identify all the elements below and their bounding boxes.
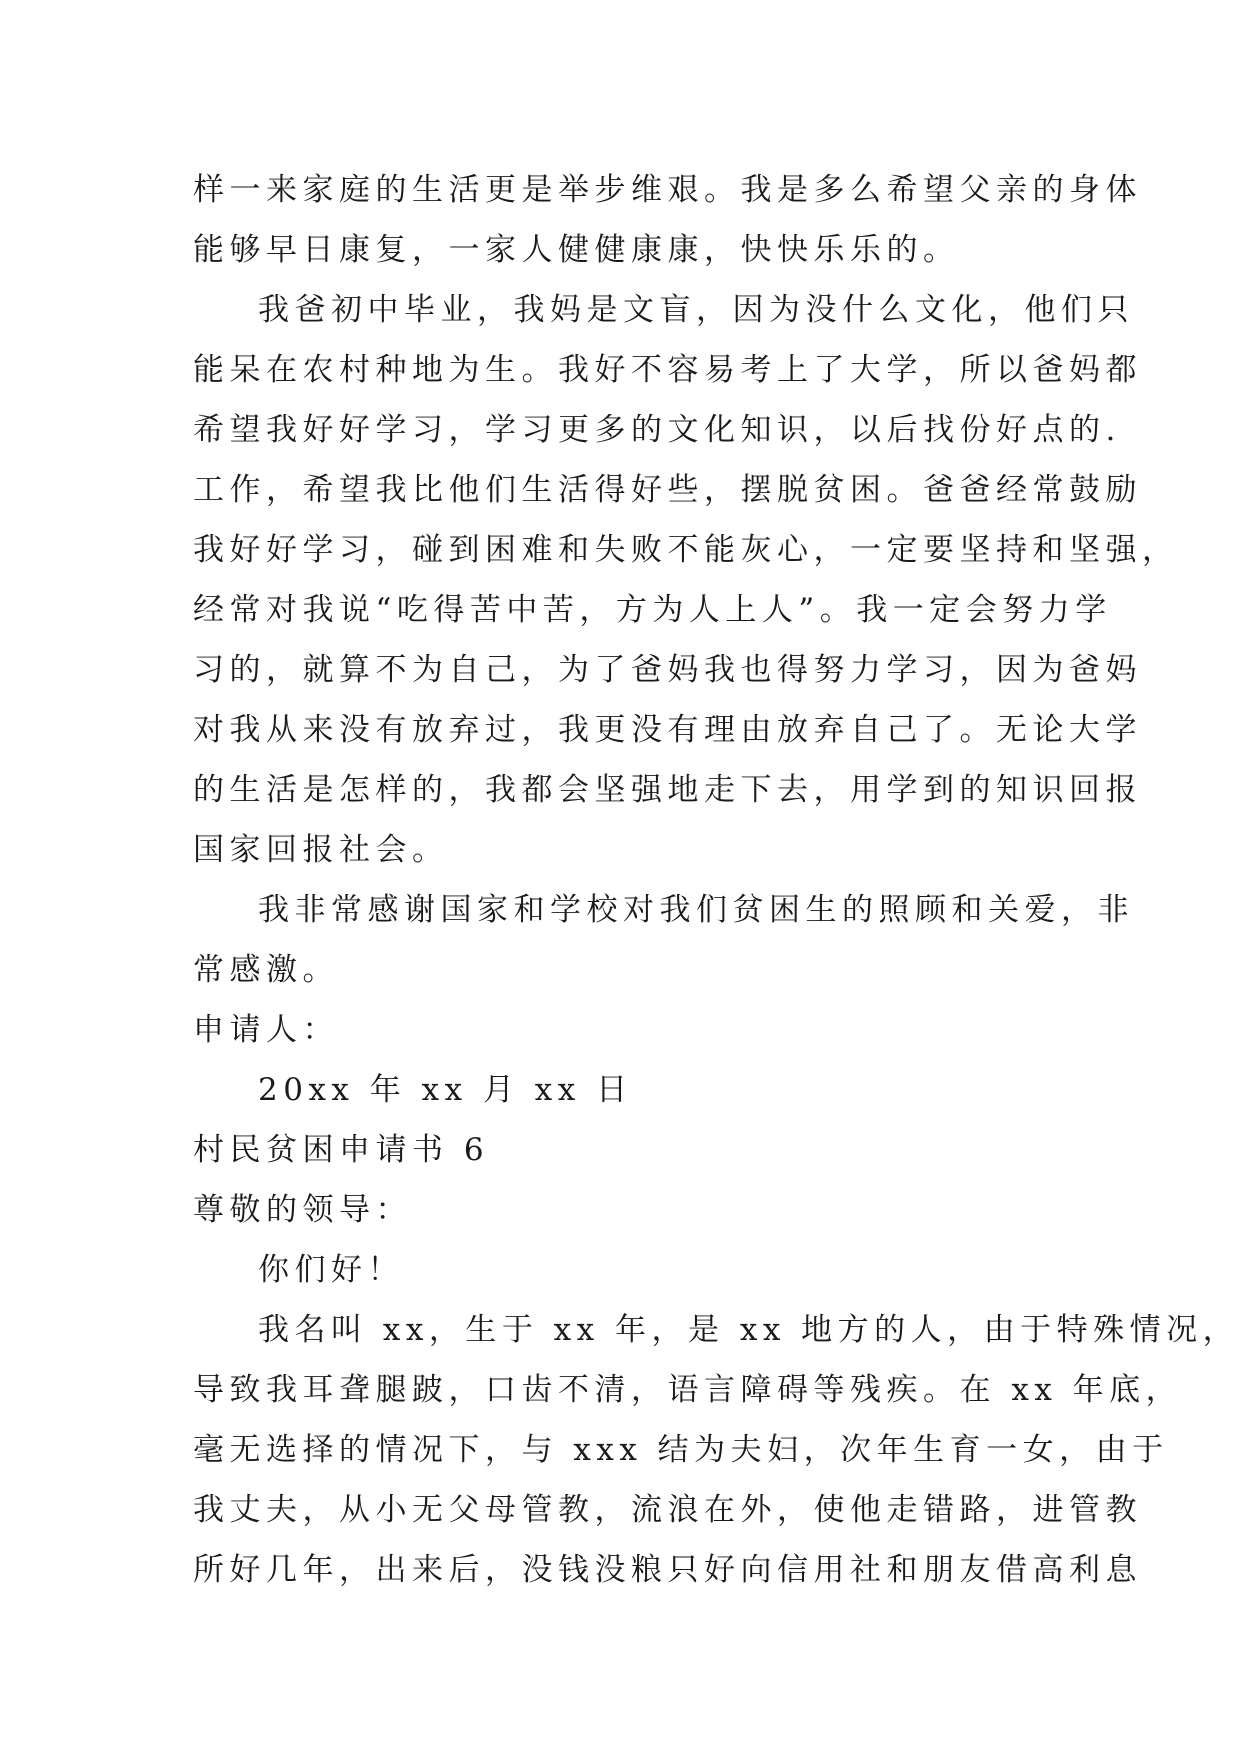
text-line: 的生活是怎样的，我都会坚强地走下去，用学到的知识回报 bbox=[193, 772, 1142, 808]
text-line: 经常对我说“吃得苦中苦，方为人上人”。我一定会努力学 bbox=[193, 592, 1112, 628]
text-line: 毫无选择的情况下，与 xxx 结为夫妇，次年生育一女，由于 bbox=[193, 1432, 1169, 1468]
greeting: 你们好！ bbox=[258, 1252, 404, 1288]
text-line: 我名叫 xx，生于 xx 年，是 xx 地方的人，由于特殊情况， bbox=[258, 1312, 1240, 1348]
text-line: 国家回报社会。 bbox=[193, 832, 449, 868]
text-line: 能呆在农村种地为生。我好不容易考上了大学，所以爸妈都 bbox=[193, 352, 1142, 388]
text-line: 工作，希望我比他们生活得好些，摆脱贫困。爸爸经常鼓励 bbox=[193, 472, 1142, 508]
text-line: 我好好学习，碰到困难和失败不能灰心，一定要坚持和坚强， bbox=[193, 532, 1179, 568]
text-line: 常感激。 bbox=[193, 952, 339, 988]
text-line: 我爸初中毕业，我妈是文盲，因为没什么文化，他们只 bbox=[258, 292, 1134, 328]
text-line: 导致我耳聋腿跛，口齿不清，语言障碍等残疾。在 xx 年底， bbox=[193, 1372, 1183, 1408]
applicant-label: 申请人： bbox=[193, 1012, 339, 1048]
text-line: 希望我好好学习，学习更多的文化知识，以后找份好点的. bbox=[193, 412, 1121, 448]
document-body bbox=[193, 160, 1240, 1600]
text-line: 对我从来没有放弃过，我更没有理由放弃自己了。无论大学 bbox=[193, 712, 1142, 748]
text-line: 能够早日康复，一家人健健康康，快快乐乐的。 bbox=[193, 232, 960, 268]
salutation: 尊敬的领导： bbox=[193, 1192, 412, 1228]
section-title: 村民贫困申请书 6 bbox=[193, 1132, 490, 1168]
text-line: 样一来家庭的生活更是举步维艰。我是多么希望父亲的身体 bbox=[193, 172, 1142, 208]
text-line: 我丈夫，从小无父母管教，流浪在外，使他走错路，进管教 bbox=[193, 1492, 1142, 1528]
date-line: 20xx 年 xx 月 xx 日 bbox=[258, 1072, 633, 1108]
text-line: 习的，就算不为自己，为了爸妈我也得努力学习，因为爸妈 bbox=[193, 652, 1142, 688]
text-line: 我非常感谢国家和学校对我们贫困生的照顾和关爱，非 bbox=[258, 892, 1134, 928]
text-line: 所好几年，出来后，没钱没粮只好向信用社和朋友借高利息 bbox=[193, 1552, 1142, 1588]
